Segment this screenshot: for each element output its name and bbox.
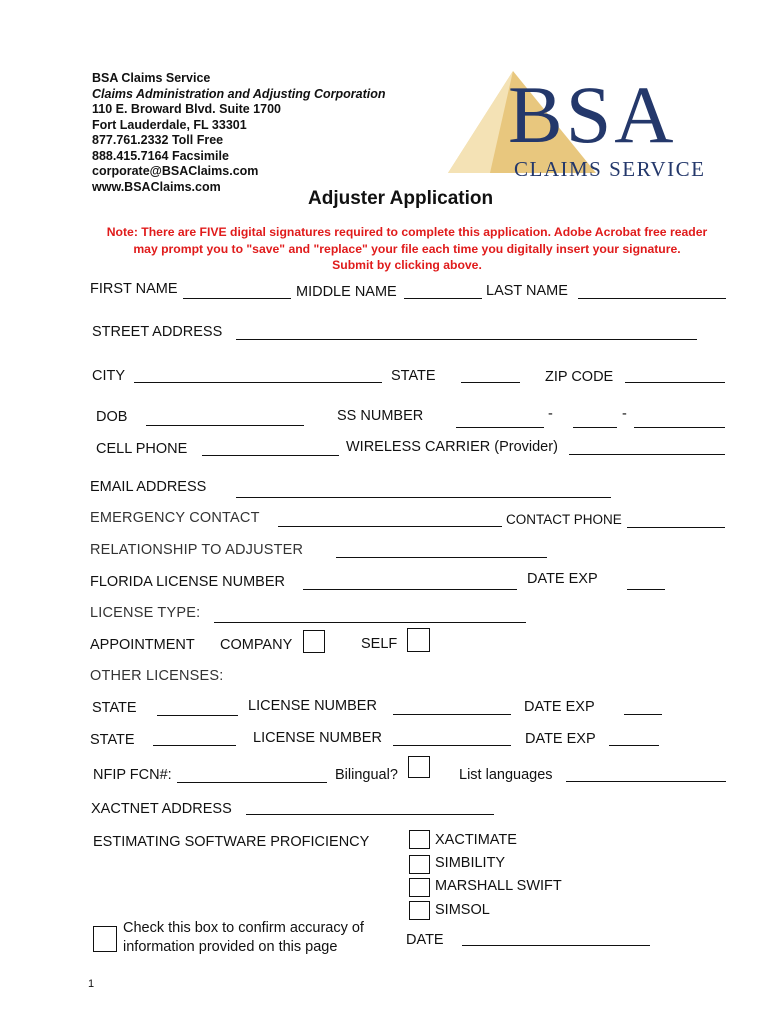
street-address-label: STREET ADDRESS (92, 324, 223, 340)
email-address-line (236, 497, 611, 498)
page-number: 1 (88, 978, 95, 990)
confirm-accuracy-line-1: Check this box to confirm accuracy of (123, 920, 364, 936)
license-type-line (214, 622, 526, 623)
other-license-1-number-label: LICENSE NUMBER (248, 698, 377, 714)
relationship-line (336, 557, 547, 558)
cell-phone-line (202, 455, 339, 456)
list-languages-input[interactable] (568, 763, 724, 781)
xactimate-label: XACTIMATE (435, 832, 517, 848)
emergency-contact-input[interactable] (280, 508, 500, 526)
ssn-dash-2: - (622, 406, 627, 422)
company-tollfree: 877.761.2332 Toll Free (92, 133, 224, 147)
other-license-2-state-line (153, 745, 236, 746)
license-type-label: LICENSE TYPE: (90, 605, 201, 621)
simbility-label: SIMBILITY (435, 855, 506, 871)
florida-license-date-exp-line (627, 589, 665, 590)
ssn-part-3-line (634, 427, 725, 428)
ssn-part-3-input[interactable] (636, 409, 723, 427)
cell-phone-label: CELL PHONE (96, 441, 188, 457)
note-line-1: Note: There are FIVE digital signatures required to complete this application. Adobe Acrobat free reader (106, 225, 708, 239)
xactnet-address-input[interactable] (248, 796, 492, 814)
date-input[interactable] (464, 927, 648, 945)
other-license-1-state-input[interactable] (159, 697, 236, 715)
simsol-checkbox[interactable] (409, 901, 430, 920)
simbility-checkbox[interactable] (409, 855, 430, 874)
company-website: www.BSAClaims.com (92, 179, 221, 194)
other-license-1-number-line (393, 714, 511, 715)
other-licenses-label: OTHER LICENSES: (90, 668, 224, 684)
company-label: COMPANY (220, 637, 293, 653)
state-label: STATE (391, 368, 436, 384)
middle-name-line (404, 298, 482, 299)
ssn-label: SS NUMBER (337, 408, 424, 424)
other-license-1-date-exp-label: DATE EXP (524, 699, 595, 715)
ssn-part-2-line (573, 427, 617, 428)
note-line-2: may prompt you to "save" and "replace" your file each time you digitally insert your signature. (133, 241, 681, 256)
xactimate-checkbox[interactable] (409, 830, 430, 849)
middle-name-label: MIDDLE NAME (296, 284, 397, 300)
ssn-dash-1: - (548, 406, 553, 422)
bilingual-checkbox[interactable] (408, 756, 430, 778)
company-info (92, 71, 386, 195)
last-name-input[interactable] (580, 280, 724, 298)
zip-code-label: ZIP CODE (545, 369, 614, 385)
list-languages-line (566, 781, 726, 782)
xactnet-address-label: XACTNET ADDRESS (91, 801, 232, 817)
marshall-swift-label: MARSHALL SWIFT (435, 878, 562, 894)
self-checkbox[interactable] (407, 628, 430, 652)
company-corp: Claims Administration and Adjusting Corporation (92, 86, 386, 101)
company-address-2: Fort Lauderdale, FL 33301 (92, 117, 247, 132)
relationship-input[interactable] (338, 539, 545, 557)
ssn-part-2-input[interactable] (575, 409, 615, 427)
nfip-fcn-input[interactable] (179, 764, 325, 782)
bsa-logo (448, 68, 733, 183)
first-name-input[interactable] (185, 280, 289, 298)
dob-input[interactable] (148, 407, 302, 425)
date-label: DATE (406, 932, 444, 948)
xactnet-address-line (246, 814, 494, 815)
license-type-input[interactable] (216, 604, 524, 622)
other-license-2-date-exp-label: DATE EXP (525, 731, 596, 747)
email-address-input[interactable] (238, 479, 609, 497)
confirm-accuracy-line-2: information provided on this page (123, 939, 338, 955)
other-license-2-number-line (393, 745, 511, 746)
other-license-2-number-input[interactable] (395, 727, 509, 745)
nfip-fcn-label: NFIP FCN#: (93, 767, 172, 783)
city-label: CITY (92, 368, 126, 384)
wireless-carrier-line (569, 454, 725, 455)
other-license-2-state-label: STATE (90, 732, 135, 748)
relationship-label: RELATIONSHIP TO ADJUSTER (90, 542, 304, 558)
contact-phone-line (627, 527, 725, 528)
florida-license-input[interactable] (305, 571, 515, 589)
email-address-label: EMAIL ADDRESS (90, 479, 207, 495)
emergency-contact-label: EMERGENCY CONTACT (90, 510, 260, 526)
company-name: BSA Claims Service (92, 71, 211, 85)
street-address-line (236, 339, 697, 340)
simsol-label: SIMSOL (435, 902, 490, 918)
estimating-software-label: ESTIMATING SOFTWARE PROFICIENCY (93, 834, 370, 850)
florida-license-label: FLORIDA LICENSE NUMBER (90, 574, 285, 590)
cell-phone-input[interactable] (204, 437, 337, 455)
other-license-2-date-exp-input[interactable] (611, 727, 657, 745)
logo-sub-text: CLAIMS SERVICE (514, 157, 706, 181)
confirm-accuracy-text (123, 919, 364, 957)
wireless-carrier-label: WIRELESS CARRIER (Provider) (346, 439, 558, 455)
ssn-part-1-line (456, 427, 544, 428)
company-address-1: 110 E. Broward Blvd. Suite 1700 (92, 102, 281, 116)
marshall-swift-checkbox[interactable] (409, 878, 430, 897)
florida-license-date-exp-label: DATE EXP (527, 571, 598, 587)
last-name-label: LAST NAME (486, 283, 568, 299)
state-input[interactable] (463, 364, 518, 382)
nfip-fcn-line (177, 782, 327, 783)
florida-license-line (303, 589, 517, 590)
dob-label: DOB (96, 409, 128, 425)
last-name-line (578, 298, 726, 299)
first-name-line (183, 298, 291, 299)
zip-code-line (625, 382, 725, 383)
page-title: Adjuster Application (308, 188, 494, 209)
other-license-2-state-input[interactable] (155, 727, 234, 745)
company-email: corporate@BSAClaims.com (92, 164, 259, 178)
logo-main-text: BSA (508, 69, 677, 160)
zip-code-input[interactable] (627, 364, 723, 382)
other-license-1-state-label: STATE (92, 700, 137, 716)
list-languages-label: List languages (459, 767, 553, 783)
other-license-1-state-line (157, 715, 238, 716)
street-address-input[interactable] (238, 321, 695, 339)
other-license-1-number-input[interactable] (395, 696, 509, 714)
company-fax: 888.415.7164 Facsimile (92, 148, 229, 163)
self-label: SELF (361, 636, 398, 652)
contact-phone-input[interactable] (629, 509, 723, 527)
bilingual-label: Bilingual? (335, 767, 398, 783)
dob-line (146, 425, 304, 426)
emergency-contact-line (278, 526, 502, 527)
other-license-2-number-label: LICENSE NUMBER (253, 730, 382, 746)
appointment-label: APPOINTMENT (90, 637, 195, 653)
ssn-part-1-input[interactable] (458, 409, 542, 427)
contact-phone-label: CONTACT PHONE (506, 512, 622, 527)
note (70, 224, 744, 274)
city-line (134, 382, 382, 383)
florida-license-date-exp-input[interactable] (629, 571, 663, 589)
date-line (462, 945, 650, 946)
middle-name-input[interactable] (406, 280, 480, 298)
note-line-3: Submit by clicking above. (332, 258, 482, 272)
confirm-accuracy-checkbox[interactable] (93, 926, 117, 952)
other-license-1-date-exp-input[interactable] (626, 696, 660, 714)
first-name-label: FIRST NAME (90, 281, 178, 297)
other-license-2-date-exp-line (609, 745, 659, 746)
company-checkbox[interactable] (303, 630, 325, 653)
wireless-carrier-input[interactable] (571, 436, 723, 454)
other-license-1-date-exp-line (624, 714, 662, 715)
city-input[interactable] (136, 364, 380, 382)
state-line (461, 382, 520, 383)
